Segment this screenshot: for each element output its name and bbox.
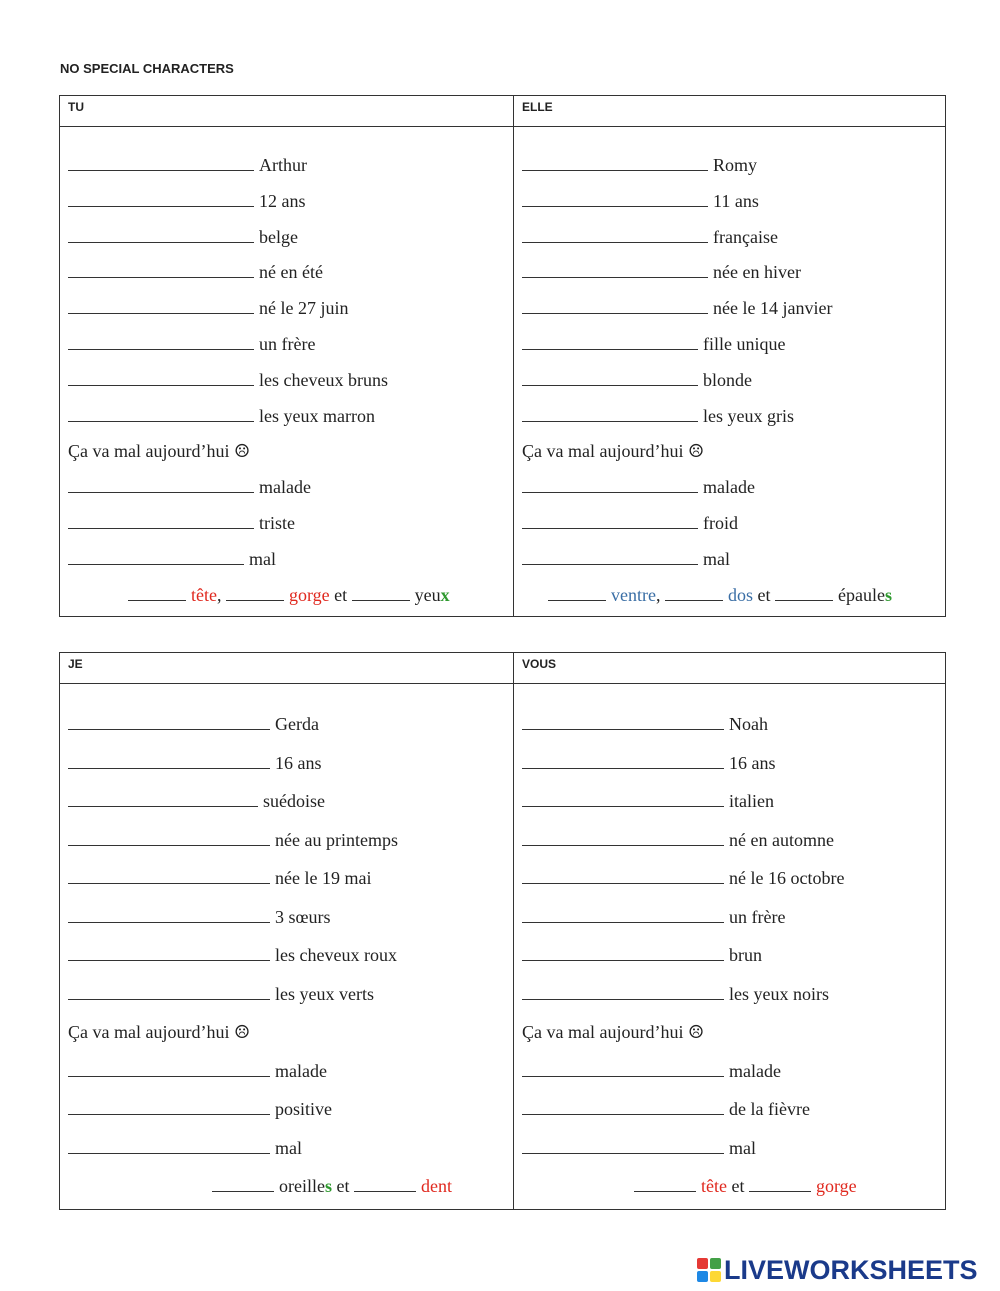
answer-row — [68, 370, 388, 390]
body-part-word: yeu — [414, 584, 441, 605]
liveworksheets-logo — [697, 1255, 978, 1285]
conjunction: et — [731, 1176, 745, 1196]
answer-blank[interactable] — [68, 984, 270, 1000]
answer-row — [68, 155, 307, 175]
row-label: née le 14 janvier — [713, 298, 833, 319]
answer-blank[interactable] — [68, 334, 254, 350]
answer-row — [68, 298, 348, 318]
body-part-word: tête — [191, 584, 217, 605]
conjunction: et — [334, 584, 348, 605]
mood-prompt: Ça va mal aujourd’hui ☹ — [68, 441, 251, 462]
row-label: un frère — [729, 906, 786, 927]
answer-blank[interactable] — [68, 477, 254, 493]
answer-blank[interactable] — [522, 155, 708, 171]
answer-row — [522, 714, 768, 734]
answer-blank[interactable] — [226, 585, 284, 601]
answer-blank[interactable] — [128, 585, 186, 601]
row-label: fille unique — [703, 334, 786, 354]
row-label: les cheveux roux — [275, 945, 397, 965]
answer-blank[interactable] — [522, 406, 698, 422]
answer-row — [522, 1099, 810, 1119]
logo-mark-icon — [697, 1258, 721, 1282]
answer-row — [68, 477, 311, 497]
row-label: de la fièvre — [729, 1099, 810, 1119]
answer-row — [68, 334, 315, 354]
row-label: les yeux noirs — [729, 983, 829, 1004]
answer-blank[interactable] — [68, 830, 270, 846]
answer-blank[interactable] — [68, 298, 254, 314]
mood-prompt: Ça va mal aujourd’hui ☹ — [522, 1022, 705, 1042]
row-label: malade — [703, 477, 755, 498]
row-label: suédoise — [263, 791, 325, 811]
row-label: 16 ans — [729, 752, 776, 773]
answer-row — [68, 406, 375, 426]
answer-blank[interactable] — [68, 1099, 270, 1115]
answer-blank[interactable] — [522, 549, 698, 565]
answer-blank[interactable] — [775, 585, 833, 601]
answer-row — [68, 791, 325, 811]
row-label: malade — [259, 477, 311, 498]
answer-blank[interactable] — [522, 298, 708, 314]
answer-row — [68, 984, 374, 1004]
body-part-word: dent — [421, 1176, 452, 1196]
row-label: 16 ans — [275, 752, 322, 773]
row-label: Noah — [729, 714, 768, 734]
answer-blank[interactable] — [634, 1176, 696, 1192]
answer-row — [68, 1022, 250, 1042]
body-part-word: gorge — [288, 584, 330, 605]
answer-row — [522, 1022, 704, 1042]
answer-blank[interactable] — [522, 945, 724, 961]
conjunction: et — [757, 584, 771, 605]
body-parts-row — [548, 585, 892, 605]
answer-blank[interactable] — [522, 191, 708, 207]
table-header — [60, 96, 945, 127]
row-label: les cheveux bruns — [259, 369, 388, 390]
answer-blank[interactable] — [522, 868, 724, 884]
answer-blank[interactable] — [522, 907, 724, 923]
answer-row — [68, 191, 306, 211]
row-label: né en été — [259, 262, 323, 283]
answer-blank[interactable] — [68, 155, 254, 171]
row-label: belge — [259, 226, 298, 247]
body-part-word: ventre — [611, 584, 656, 605]
answer-blank[interactable] — [68, 227, 254, 243]
answer-row — [522, 945, 762, 965]
answer-blank[interactable] — [68, 549, 244, 565]
header-tu: TU — [60, 96, 514, 126]
answer-row — [522, 1138, 756, 1158]
answer-blank[interactable] — [68, 791, 258, 807]
row-label: Arthur — [259, 155, 307, 175]
answer-blank[interactable] — [68, 714, 270, 730]
answer-blank[interactable] — [522, 984, 724, 1000]
answer-row — [522, 753, 776, 773]
column-elle — [514, 127, 945, 617]
mood-prompt: Ça va mal aujourd’hui ☹ — [68, 1022, 251, 1042]
row-label: 3 sœurs — [275, 906, 331, 927]
answer-blank[interactable] — [68, 262, 254, 278]
header-je: JE — [60, 653, 514, 683]
header-elle: ELLE — [522, 100, 553, 114]
body-parts-row — [634, 1176, 857, 1196]
body-part-word: gorge — [815, 1176, 857, 1196]
row-label: mal — [729, 1137, 756, 1158]
answer-blank[interactable] — [522, 1061, 724, 1077]
answer-row — [68, 714, 319, 734]
answer-blank[interactable] — [522, 370, 698, 386]
row-label: positive — [275, 1099, 332, 1119]
row-label: française — [713, 226, 778, 247]
mood-prompt: Ça va mal aujourd’hui ☹ — [522, 441, 705, 462]
answer-blank[interactable] — [68, 191, 254, 207]
answer-blank[interactable] — [522, 1099, 724, 1115]
column-vous — [514, 684, 945, 1210]
answer-row — [68, 513, 295, 533]
answer-blank[interactable] — [522, 791, 724, 807]
answer-blank[interactable] — [68, 406, 254, 422]
row-label: née en hiver — [713, 262, 801, 283]
answer-row — [522, 370, 752, 390]
answer-row — [522, 513, 738, 533]
answer-row — [68, 830, 398, 850]
answer-row — [68, 868, 371, 888]
row-label: née le 19 mai — [275, 868, 372, 888]
table-tu-elle — [59, 95, 946, 617]
row-label: né le 27 juin — [259, 298, 349, 319]
page-header: NO SPECIAL CHARACTERS — [60, 61, 234, 76]
row-label: un frère — [259, 334, 316, 354]
answer-blank[interactable] — [68, 868, 270, 884]
answer-blank[interactable] — [68, 1138, 270, 1154]
answer-blank[interactable] — [665, 585, 723, 601]
row-label: triste — [259, 513, 295, 533]
answer-row — [522, 549, 730, 569]
table-je-vous — [59, 652, 946, 1210]
answer-row — [522, 191, 759, 211]
answer-row — [522, 227, 778, 247]
answer-blank[interactable] — [354, 1176, 416, 1192]
body-part-word: oreille — [279, 1176, 325, 1196]
row-label: les yeux gris — [703, 405, 794, 426]
answer-blank[interactable] — [68, 753, 270, 769]
answer-blank[interactable] — [522, 227, 708, 243]
row-label: les yeux marron — [259, 405, 375, 426]
answer-blank[interactable] — [68, 513, 254, 529]
answer-row — [522, 155, 757, 175]
answer-row — [522, 907, 785, 927]
answer-row — [522, 262, 801, 282]
answer-blank[interactable] — [522, 513, 698, 529]
row-label: née au printemps — [275, 829, 398, 850]
answer-blank[interactable] — [68, 945, 270, 961]
answer-row — [68, 753, 322, 773]
row-label: mal — [703, 548, 730, 569]
body-part-word: épaule — [838, 584, 885, 605]
answer-blank[interactable] — [522, 753, 724, 769]
row-label: italien — [729, 791, 774, 811]
answer-row — [522, 477, 755, 497]
body-parts-row — [212, 1176, 452, 1196]
plural-ending: x — [440, 584, 450, 605]
answer-row — [68, 945, 397, 965]
answer-blank[interactable] — [522, 830, 724, 846]
body-part-word: dos — [727, 584, 753, 605]
row-label: blonde — [703, 369, 752, 390]
plural-ending: s — [884, 584, 892, 605]
row-label: 12 ans — [259, 190, 306, 211]
answer-row — [68, 1099, 332, 1119]
answer-row — [522, 441, 704, 461]
answer-blank[interactable] — [352, 585, 410, 601]
answer-blank[interactable] — [522, 334, 698, 350]
row-label: né en automne — [729, 829, 834, 850]
row-label: mal — [249, 548, 276, 569]
answer-row — [68, 441, 250, 461]
answer-row — [68, 227, 298, 247]
row-label: né le 16 octobre — [729, 868, 845, 888]
row-label: malade — [729, 1060, 781, 1081]
answer-blank[interactable] — [522, 477, 698, 493]
answer-row — [522, 298, 832, 318]
body-parts-row — [128, 585, 450, 605]
answer-blank[interactable] — [522, 1138, 724, 1154]
column-tu — [60, 127, 514, 617]
answer-row — [68, 549, 276, 569]
answer-row — [522, 406, 794, 426]
row-label: froid — [703, 513, 738, 533]
answer-row — [522, 334, 785, 354]
answer-blank[interactable] — [548, 585, 606, 601]
row-label: les yeux verts — [275, 983, 374, 1004]
answer-blank[interactable] — [68, 1061, 270, 1077]
row-label: brun — [729, 945, 762, 965]
column-je — [60, 684, 514, 1210]
answer-row — [522, 1061, 781, 1081]
answer-row — [522, 868, 844, 888]
answer-blank[interactable] — [68, 370, 254, 386]
row-label: 11 ans — [713, 190, 759, 211]
row-label: malade — [275, 1060, 327, 1081]
answer-row — [522, 984, 829, 1004]
answer-row — [68, 1061, 327, 1081]
header-vous: VOUS — [522, 657, 557, 671]
row-label: Gerda — [275, 714, 319, 734]
answer-row — [522, 791, 774, 811]
table-header — [60, 653, 945, 684]
answer-blank[interactable] — [522, 714, 724, 730]
answer-row — [68, 262, 323, 282]
separator: , — [216, 584, 222, 605]
answer-blank[interactable] — [212, 1176, 274, 1192]
row-label: Romy — [713, 155, 758, 175]
plural-ending: s — [324, 1176, 332, 1196]
answer-row — [68, 907, 331, 927]
answer-blank[interactable] — [749, 1176, 811, 1192]
answer-row — [68, 1138, 302, 1158]
answer-row — [522, 830, 834, 850]
body-part-word: tête — [701, 1176, 727, 1196]
separator: , — [655, 584, 661, 605]
answer-blank[interactable] — [68, 907, 270, 923]
row-label: mal — [275, 1137, 302, 1158]
answer-blank[interactable] — [522, 262, 708, 278]
logo-text: LIVEWORKSHEETS — [724, 1254, 978, 1285]
conjunction: et — [336, 1176, 350, 1196]
